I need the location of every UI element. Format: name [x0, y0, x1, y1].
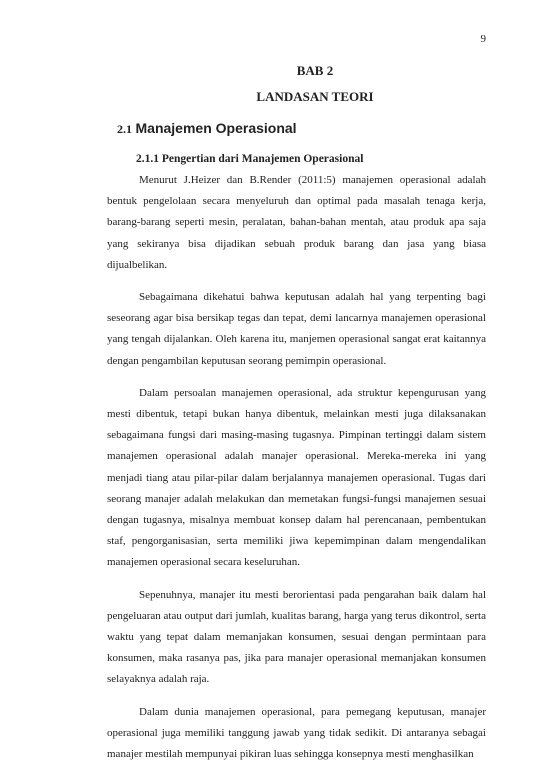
- subsection-title: Pengertian dari Manajemen Operasional: [161, 153, 364, 165]
- section-title: Manajemen Operasional: [135, 120, 297, 136]
- section-number: 2.1: [117, 122, 132, 136]
- paragraph: Menurut J.Heizer dan B.Render (2011:5) manajemen operasional adalah bentuk pengelolaan secara menyeluruh dan optimal pada masalah tenaga kerja, barang-barang seperti mesin, peralatan, bahan-bahan mentah, atau produk apa saja yang sekiranya bisa dijadikan sebuah produk barang dan jasa yang biasa dijualbelikan.: [107, 174, 486, 271]
- section-heading: [117, 120, 297, 138]
- paragraph: Sepenuhnya, manajer itu mesti berorientasi pada pengarahan baik dalam hal pengeluaran atau output dari jumlah, kualitas barang, harga yang terus dikontrol, serta waktu yang tepat dalam memanjakan konsumen, sesuai dengan permintaan para konsumen, maka rasanya pas, jika para manajer operasional memanjakan konsumen selayaknya adalah raja.: [107, 588, 486, 686]
- paragraph: Dalam persoalan manajemen operasional, ada struktur kepengurusan yang mesti dibentuk, tetapi bukan hanya dibentuk, melainkan mesti juga dilaksanakan sebagaimana fungsi dari masing-masing tugasnya. Pimpinan tertinggi dalam sistem manajemen operasional adalah manajer operasional. Mereka-mereka ini yang menjadi tiang atau pilar-pilar dalam berjalannya manajemen operasional. Tugas dari seorang manajer adalah melakukan dan memetakan fungsi-fungsi manajemen sesuai dengan tugasnya, misalnya membuat konsep dalam hal perencanaan, pembentukan staf, pengorganisasian, serta memiliki jiwa kepemimpinan dalam mengendalikan manajemen operasional secara keseluruhan.: [107, 386, 486, 569]
- chapter-heading: BAB 2: [296, 63, 334, 78]
- body-text: [107, 170, 486, 776]
- subsection-heading: [136, 153, 363, 165]
- paragraph: Dalam dunia manajemen operasional, para pemegang keputusan, manajer operasional juga memiliki tanggung jawab yang tidak sedikit. Di antaranya sebagai manajer mestilah mempunyai pikiran luas sehingga konsepnya mesti menghasilkan: [107, 705, 486, 761]
- chapter-title: LANDASAN TEORI: [256, 89, 374, 104]
- page-number: 9: [480, 33, 486, 45]
- paragraph: Sebagaimana dikehatui bahwa keputusan adalah hal yang terpenting bagi seseorang agar bisa bersikap tegas dan tepat, demi lancarnya manajemen operasional yang tengah dijalankan. Oleh karena itu, manjemen operasional sangat erat kaitannya dengan pengambilan keputusan seorang pemimpin operasional.: [107, 291, 486, 367]
- subsection-number: 2.1.1: [136, 153, 159, 165]
